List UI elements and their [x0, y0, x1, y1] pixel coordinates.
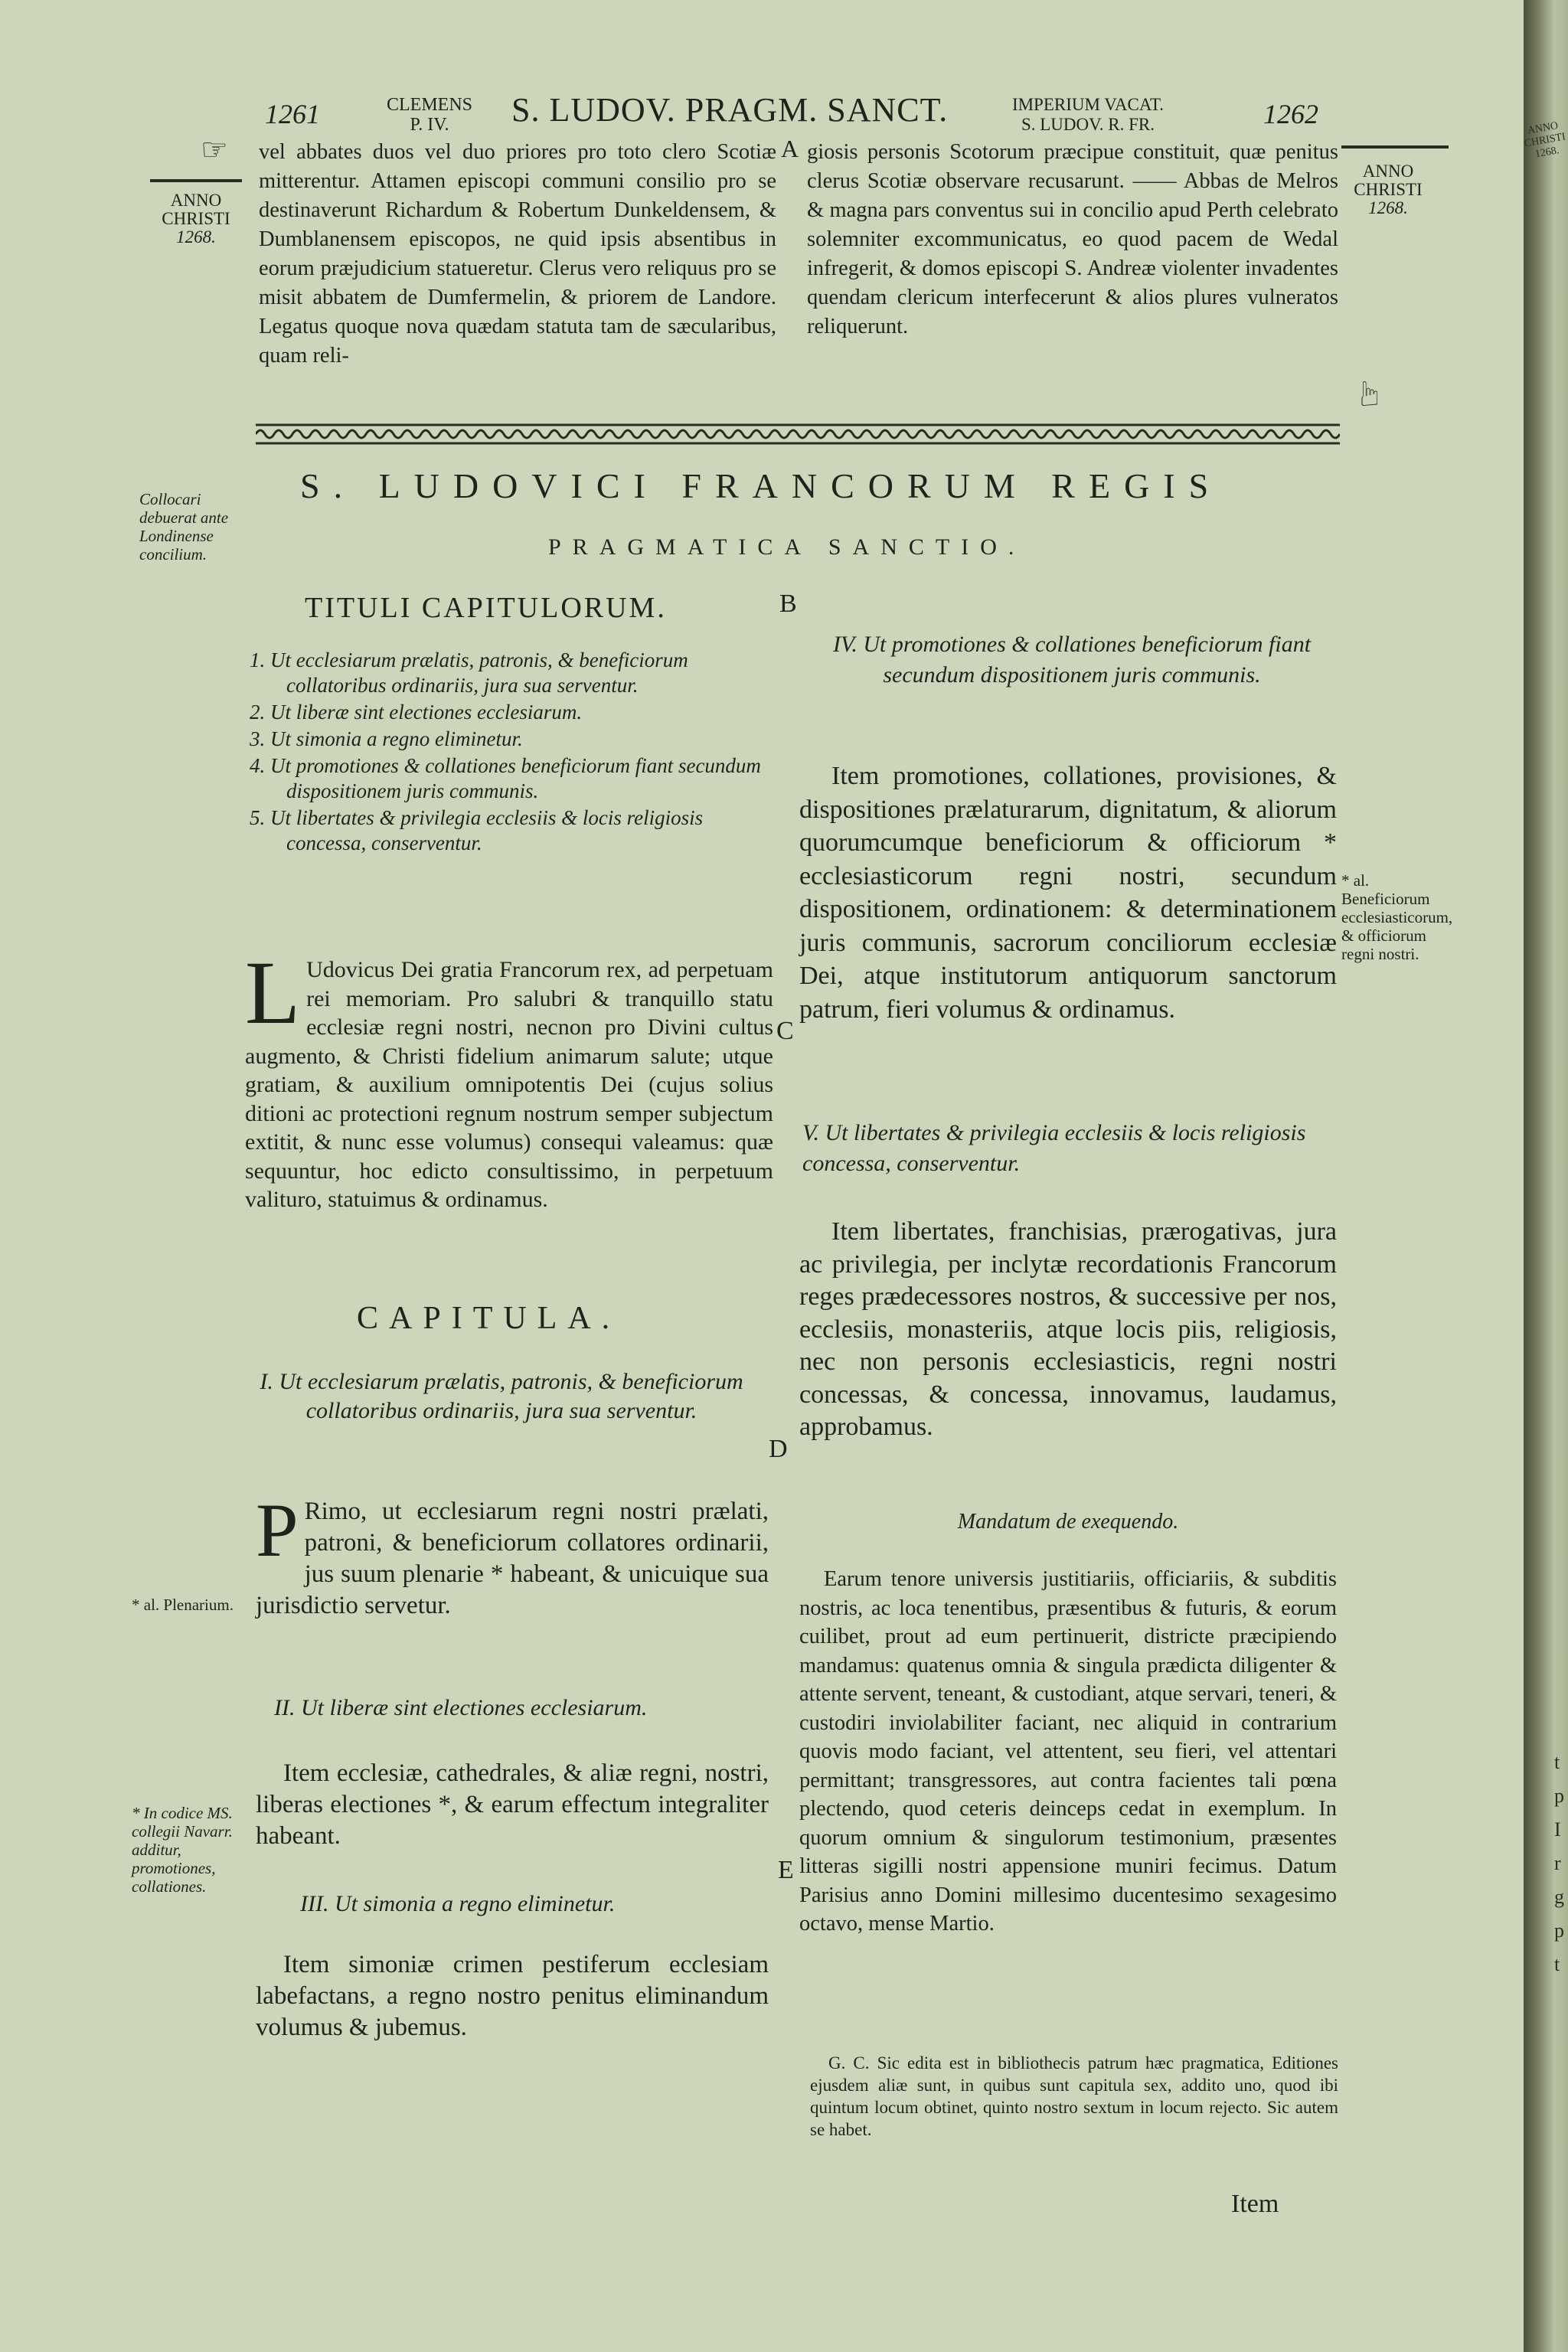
preamble-text: Udovicus Dei gratia Francorum rex, ad perpetuam rei memoriam. Pro salubri & tranquillo statu ecclesiæ regni nostri, necnon pro Divini cultus augmento, & Christi fidelium animarum salute; utque gratiam, & auxilium omnipotentis Dei (cujus solius ditioni ac protectioni regnum nostrum semper subjectum extitit, & nunc esse volumus) consequi valeamus: quæ sequuntur, hoc edicto consultissimo, in perpetuum valituro, statuimus & ordinamus. — [245, 957, 773, 1212]
cap2-text: Item ecclesiæ, cathedrales, & aliæ regni, nostri, liberas electiones *, & earum effectum integraliter habeant. — [256, 1759, 769, 1850]
margin-note-plenarium: * al. Plenarium. — [132, 1596, 234, 1614]
tituli-item: 3. Ut simonia a regno eliminetur. — [250, 727, 523, 750]
running-head-left — [372, 95, 487, 135]
margin-note-beneficiorum: * al. Beneficiorum ecclesiasticorum, & officiorum regni nostri. — [1341, 871, 1453, 963]
mandatum-heading: Mandatum de exequendo. — [957, 1510, 1179, 1534]
running-head-right-1: IMPERIUM VACAT. — [1011, 95, 1165, 114]
cap1-text — [256, 1488, 769, 1622]
ornament-band — [256, 423, 1340, 446]
page-number-left: 1261 — [265, 99, 320, 129]
edge-letters: t p I r g p t — [1554, 1751, 1564, 1975]
running-title: S. LUDOV. PRAGM. SANCT. — [511, 91, 949, 129]
pointing-hand-icon-bottom: ☞ — [1351, 378, 1389, 409]
margin-note-in-codice: * In codice MS. collegii Navarr. additur, promotiones, collationes. — [132, 1804, 233, 1896]
cap5-heading: V. Ut libertates & privilegia ecclesiis & locis religiosis concessa, conserventur. — [802, 1120, 1306, 1176]
tituli-heading: TITULI CAPITULORUM. — [305, 592, 667, 624]
mandatum-text: Earum tenore universis justitiariis, officiariis, & subditis nostris, ac loca tenentibus, præsentibus & futuris, & eorum cuilibet, prout ad eum pertinuerit, districte præcipiendo mandamus: quatenus omnia & singula prædicta diligenter & attente servent, teneant, & custodiant, atque servari, teneri, & custodiri inviolabiliter faciant, nec aliquid in contrarium quovis modo faciant, vel attentent, seu fieri, vel attentari permittant; transgressores, aut contra facientes tali pœna plectendo, quod ceteris deinceps cedat in exemplum. In quorum omnium & singulorum testimonium, præsentes litteras sigilli nostri appensione muniri fecimus. Datum Parisius anno Domini millesimo ducentesimo sexagesimo octavo, mense Martio. — [799, 1567, 1337, 1936]
section-letter-b: B — [779, 590, 797, 618]
drop-cap-p: P — [256, 1488, 299, 1573]
main-title: S. LUDOVICI FRANCORUM REGIS — [300, 466, 1223, 505]
top-text-left: vel abbates duos vel duo priores pro toto clero Scotiæ mitterentur. Attamen episcopi communi consilio pro se destinaverunt Richardum & Robertum Dunkeldensem, & Dumblanensem episcopos, ne quid ipsis absentibus in eorum præjudicium statueretur. Clerus vero reliquus pro se misit abbatem de Dumfermelin, & priorem de Landore. Legatus quoque nova quædam statuta tam de sæcularibus, quam reli- — [259, 140, 776, 368]
page-number-right: 1262 — [1263, 99, 1318, 129]
cap4-heading: IV. Ut promotiones & collationes beneficiorum fiant secundum dispositionem juris communis. — [832, 632, 1312, 688]
tituli-item: 5. Ut libertates & privilegia ecclesiis & locis religiosis concessa, conserventur. — [250, 806, 704, 854]
margin-note-collocari: Collocari debuerat ante Londinense concilium. — [139, 490, 229, 564]
subtitle: PRAGMATICA SANCTIO. — [548, 534, 1026, 560]
cap3-text: Item simoniæ crimen pestiferum ecclesiam labefactans, a regno nostro penitus eliminandum volumus & jubemus. — [256, 1951, 769, 2041]
tituli-item: 2. Ut liberæ sint electiones ecclesiarum. — [250, 701, 583, 724]
cap5-text: Item libertates, franchisias, prærogativas, jura ac privilegia, per inclytæ recordationis Francorum reges prædecessores nostros, & successive per nos, ecclesiis, monasteriis, atque locis piis, religiosis, nec non personis ecclesiasticis, regni nostri concessas, & concessa, innovamus, laudamus, approbamus. — [799, 1217, 1337, 1441]
margin-rule-right — [1341, 145, 1449, 149]
margin-rule-left — [150, 179, 242, 182]
cap3-heading: III. Ut simonia a regno eliminetur. — [300, 1891, 616, 1916]
catchword: Item — [1231, 2190, 1279, 2218]
tituli-item: 4. Ut promotiones & collationes beneficiorum fiant secundum dispositionem juris communis. — [250, 754, 761, 802]
cap1-body: Rimo, ut ecclesiarum regni nostri prælati, patroni, & beneficiorum collatores ordinarii, jus suum plenarie * habeant, & unicuique sua jurisdictio servetur. — [256, 1498, 769, 1619]
cap4-text: Item promotiones, collationes, provisiones, & dispositiones prælaturarum, dignitatum, & aliorum quorumcumque beneficiorum & officiorum * ecclesiasticorum regni nostri, secundum dispositionem, ordinationem: & determinationem juris communis, sacrorum conciliorum ecclesiæ Dei, atque institutorum antiquorum sanctorum patrum, fieri volumus & ordinamus. — [799, 762, 1337, 1024]
tituli-list — [250, 648, 773, 856]
cap1-heading: I. Ut ecclesiarum prælatis, patronis, & beneficiorum collatoribus ordinariis, jura sua serventur. — [260, 1369, 743, 1423]
edge-text: ANNO CHRISTI 1268. — [1523, 119, 1567, 161]
pointing-hand-icon: ☞ — [201, 132, 228, 167]
running-head-right — [1008, 95, 1168, 135]
capitula-heading: CAPITULA. — [357, 1301, 621, 1336]
running-head-left-2: P. IV. — [410, 115, 449, 135]
anno-christi-left: ANNO CHRISTI 1268. — [162, 191, 230, 247]
preamble — [245, 942, 773, 1214]
section-letter-c: C — [776, 1017, 794, 1045]
anno-christi-right: ANNO CHRISTI 1268. — [1354, 162, 1423, 217]
tituli-item: 1. Ut ecclesiarum prælatis, patronis, & beneficiorum collatoribus ordinariis, jura sua serventur. — [250, 648, 688, 697]
cap2-heading: II. Ut liberæ sint electiones ecclesiarum. — [274, 1695, 648, 1720]
next-page-edge — [1524, 0, 1568, 2352]
drop-cap-l: L — [245, 942, 301, 1043]
running-head-right-2: S. LUDOV. R. FR. — [1021, 115, 1155, 134]
top-text-right: giosis personis Scotorum præcipue constituit, quæ penitus clerus Scotiæ observare recusarunt. —— Abbas de Melros & magna pars conventus sui in concilio apud Perth celebrato solemniter excommunicatus, eo quod pacem de Wedal infregerit, & domos episcopi S. Andreæ violenter invadentes quendam clericum interfecerunt & alios plures vulneratos reliquerunt. — [807, 140, 1338, 338]
section-letter-d: D — [769, 1435, 788, 1463]
footnote: G. C. Sic edita est in bibliothecis patrum hæc pragmatica, Editiones ejusdem aliæ sunt, in quibus sunt capitula sex, addito uno, quod ibi quintum locum obtinet, quinto nostro sextum in locum rejecto. Sic autem se habet. — [810, 2053, 1338, 2139]
section-letter-a: A — [781, 135, 799, 162]
section-letter-e: E — [778, 1856, 794, 1884]
running-head-left-1: CLEMENS — [386, 95, 472, 115]
